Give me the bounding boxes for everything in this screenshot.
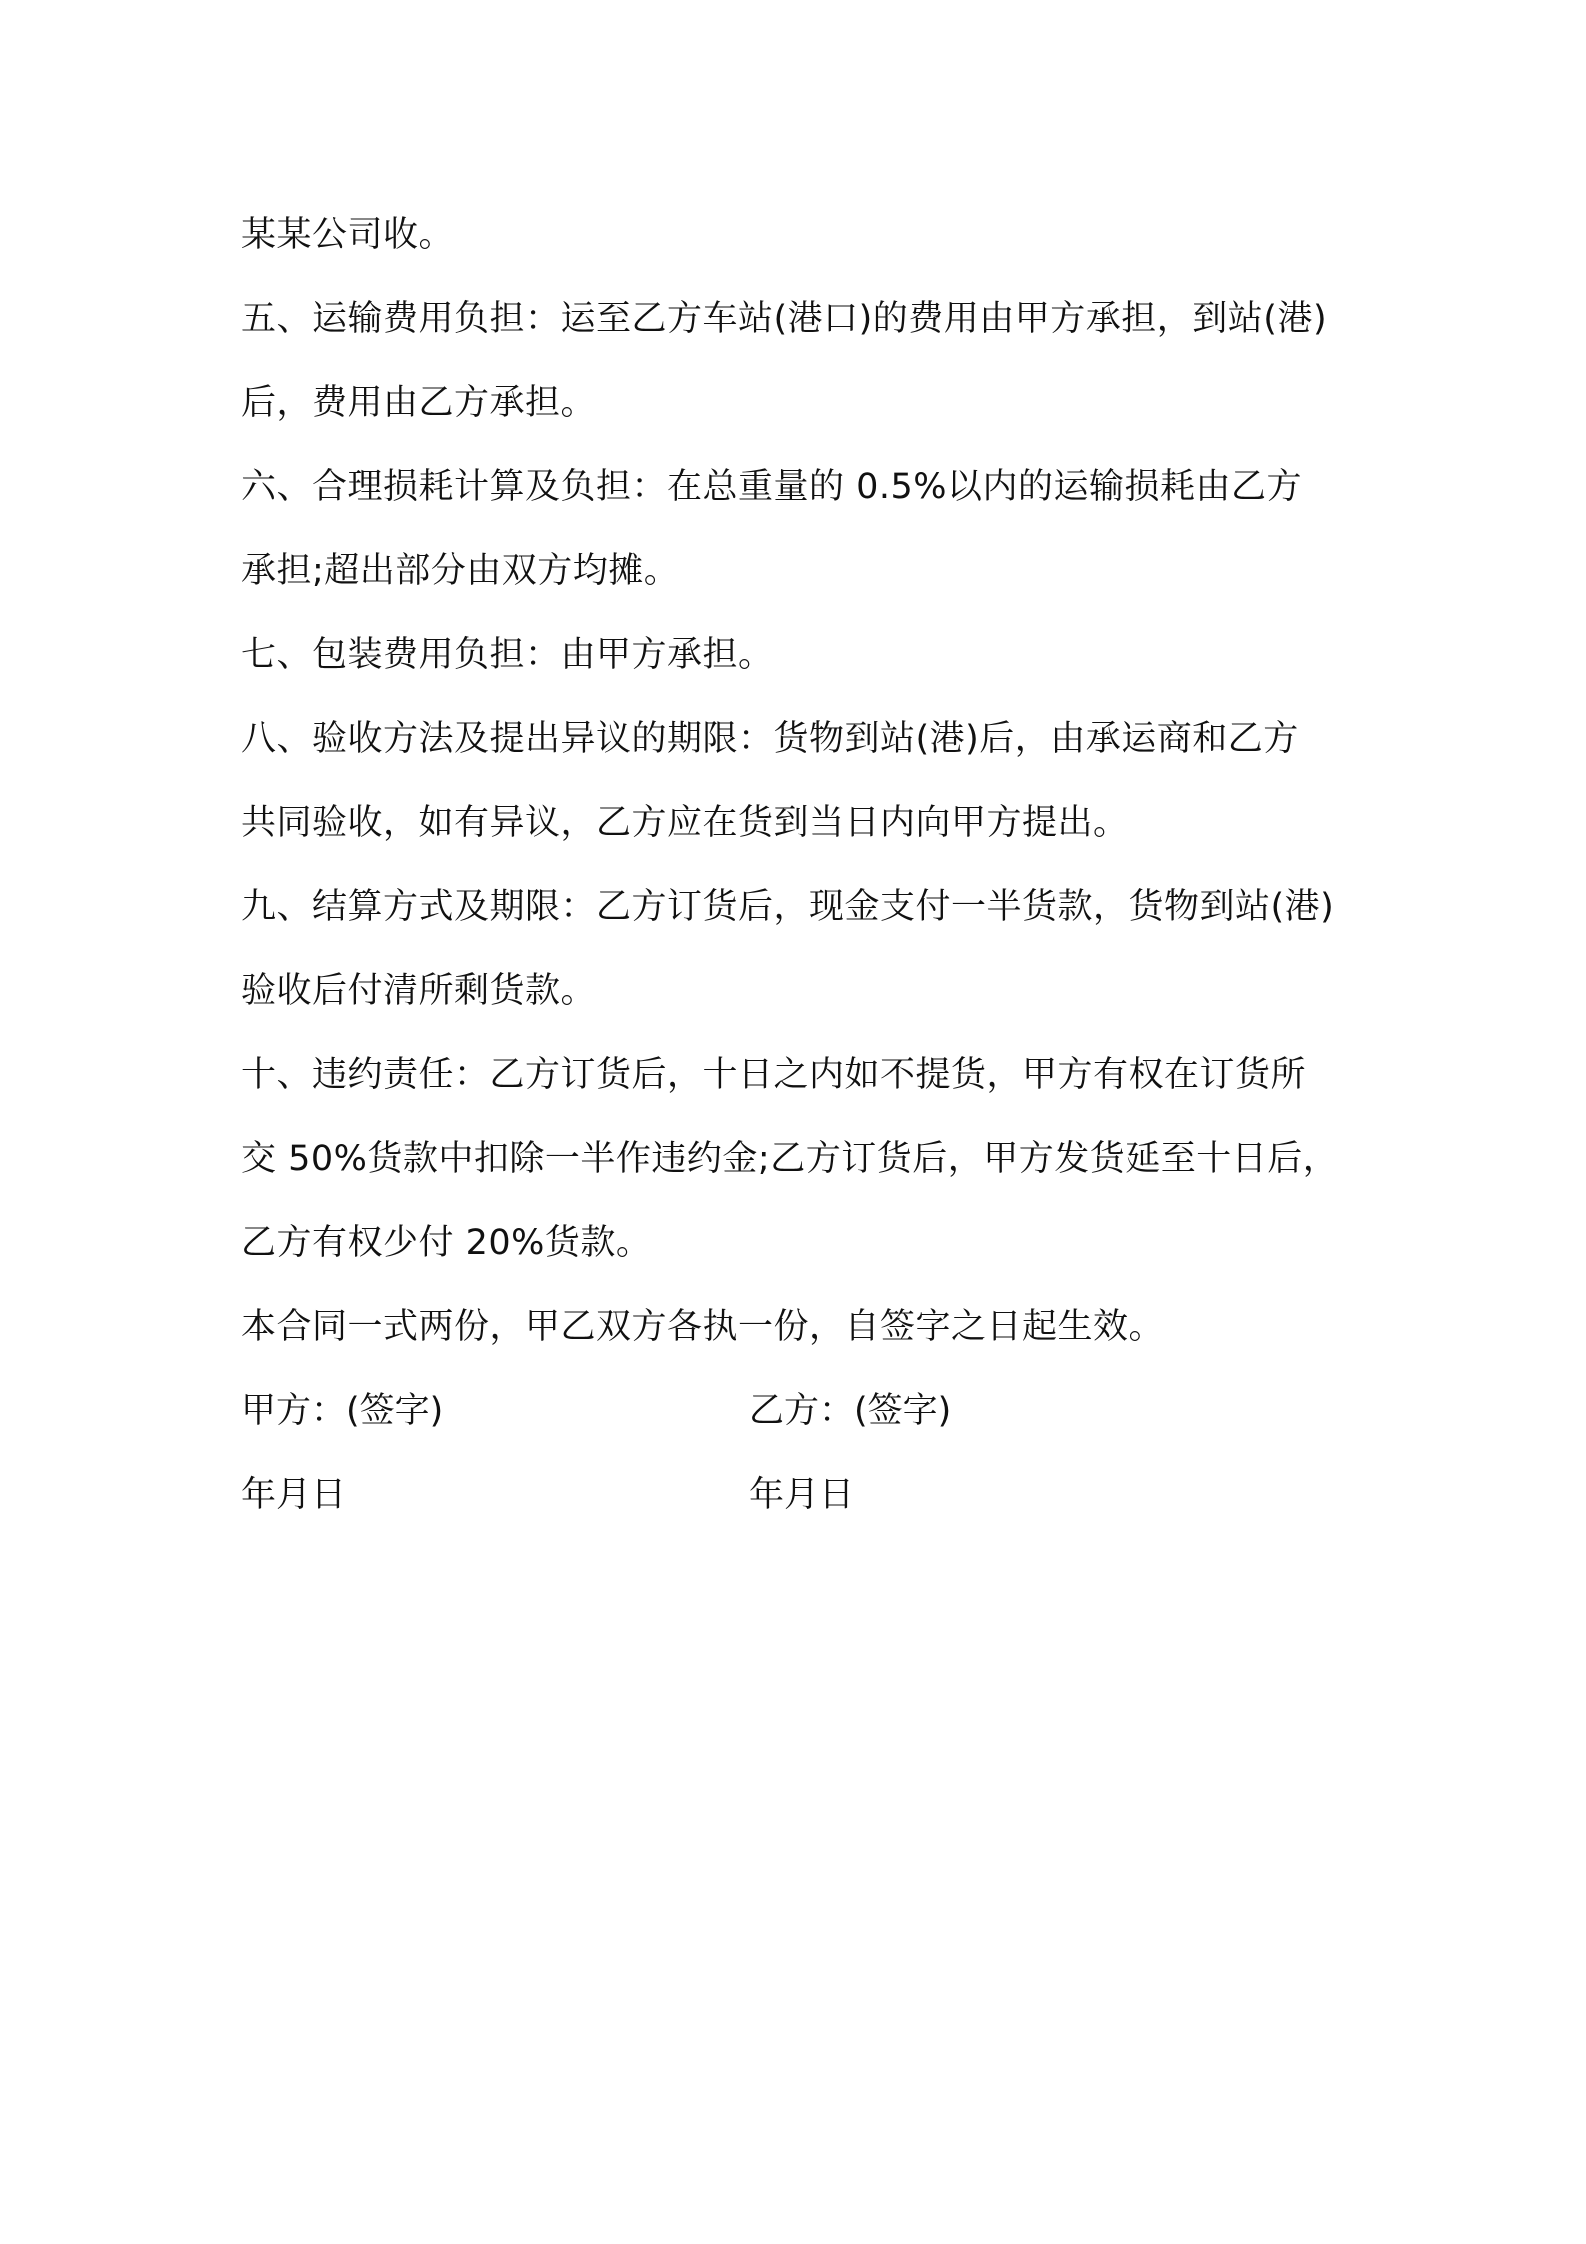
clause-nine-line-2: 验收后付清所剩货款。 [241,971,597,1011]
party-a-signature: 甲方：(签字) [241,1391,444,1431]
text-line: 某某公司收。 [241,215,455,255]
clause-seven-line: 七、包装费用负担：由甲方承担。 [241,635,774,675]
clause-nine-line-1: 九、结算方式及期限：乙方订货后，现金支付一半货款，货物到站(港) [241,887,1335,927]
date-row [241,1453,1381,1537]
document-body [241,193,1381,1537]
clause-five-line-1: 五、运输费用负担：运至乙方车站(港口)的费用由甲方承担，到站(港) [241,299,1328,339]
clause-ten-line-2: 交 50%货款中扣除一半作违约金;乙方订货后，甲方发货延至十日后， [241,1139,1339,1179]
clause-ten-line-3: 乙方有权少付 20%货款。 [241,1223,652,1263]
party-b-signature: 乙方：(签字) [749,1391,952,1431]
party-b-date: 年月日 [749,1475,855,1515]
clause-ten-line-1: 十、违约责任：乙方订货后，十日之内如不提货，甲方有权在订货所 [241,1055,1307,1095]
clause-six-line-2: 承担;超出部分由双方均摊。 [241,551,680,591]
signature-row [241,1369,1381,1453]
party-a-date: 年月日 [241,1475,347,1515]
clause-eight-line-1: 八、验收方法及提出异议的期限：货物到站(港)后，由承运商和乙方 [241,719,1299,759]
clause-eight-line-2: 共同验收，如有异议，乙方应在货到当日内向甲方提出。 [241,803,1129,843]
clause-five-line-2: 后，费用由乙方承担。 [241,383,597,423]
effectiveness-line: 本合同一式两份，甲乙双方各执一份，自签字之日起生效。 [241,1307,1165,1347]
clause-six-line-1: 六、合理损耗计算及负担：在总重量的 0.5%以内的运输损耗由乙方 [241,467,1303,507]
